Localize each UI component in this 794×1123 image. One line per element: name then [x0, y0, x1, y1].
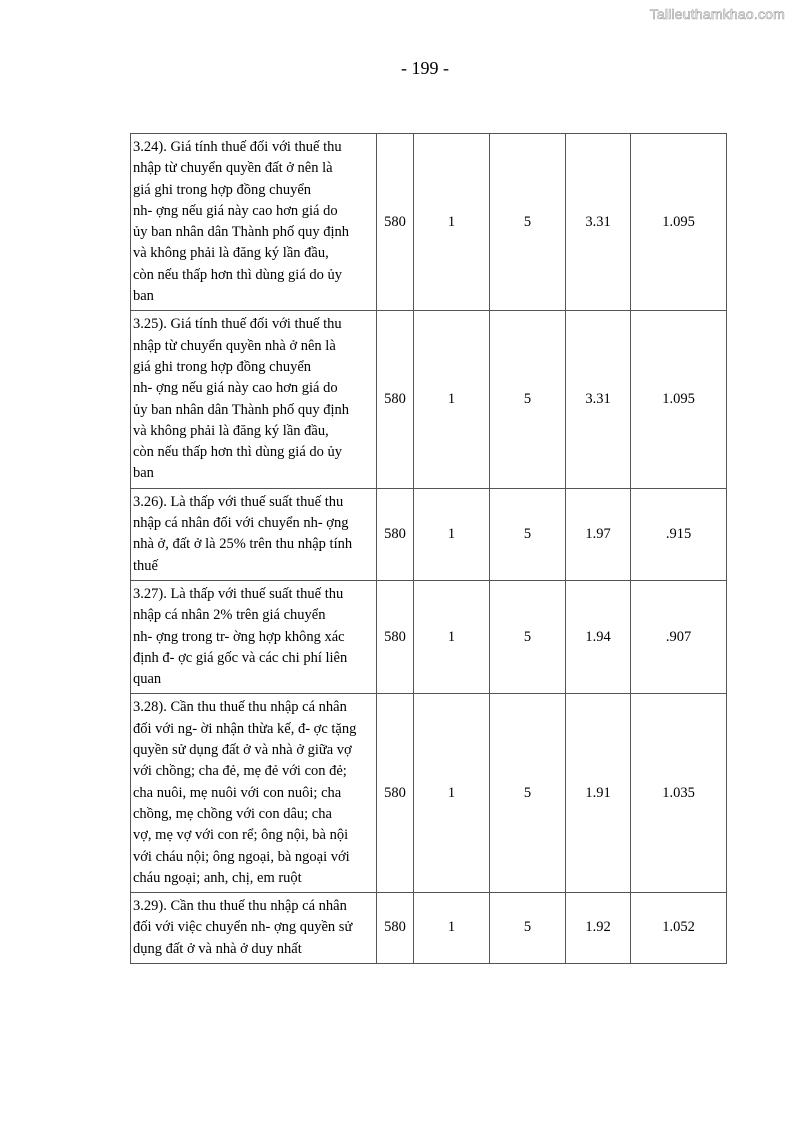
description-line: 3.29). Cần thu thuế thu nhập cá nhân [133, 898, 347, 915]
description-line: giá ghi trong hợp đồng chuyển [133, 358, 312, 375]
description-line: nh- ợng nếu giá này cao hơn giá do [133, 202, 338, 219]
description-line: quyền sử dụng đất ở và nhà ở giữa vợ [133, 742, 352, 759]
n-cell: 580 [377, 580, 414, 693]
std-dev-cell: 1.035 [631, 694, 727, 893]
description-line: thuế [133, 557, 158, 574]
item-description [131, 893, 377, 964]
description-line: dụng đất ở và nhà ở duy nhất [133, 940, 302, 957]
description-line: vợ, mẹ vợ với con rể; ông nội, bà nội [133, 827, 349, 844]
mean-cell: 3.31 [566, 134, 631, 311]
description-line: nhập từ chuyển quyền đất ở nên là [133, 160, 333, 177]
n-cell: 580 [377, 694, 414, 893]
item-description [131, 580, 377, 693]
n-cell: 580 [377, 134, 414, 311]
min-cell: 1 [414, 893, 490, 964]
item-description [131, 488, 377, 580]
n-cell: 580 [377, 893, 414, 964]
page-number: - 199 - [401, 58, 449, 78]
description-line: nhập cá nhân 2% trên giá chuyển [133, 607, 326, 624]
description-line: chồng, mẹ chồng với con dâu; cha [133, 805, 332, 822]
description-line: nhập cá nhân đối với chuyển nh- ợng [133, 515, 349, 532]
table-row [131, 311, 727, 488]
min-cell: 1 [414, 134, 490, 311]
std-dev-cell: .907 [631, 580, 727, 693]
table-row [131, 580, 727, 693]
max-cell: 5 [490, 893, 566, 964]
table-body [131, 134, 727, 964]
description-line: 3.24). Giá tính thuế đối với thuế thu [133, 139, 342, 155]
description-line: 3.27). Là thấp với thuế suất thuế thu [133, 585, 344, 602]
description-line: và không phải là đăng ký lần đầu, [133, 422, 329, 439]
description-line: nhập từ chuyển quyền nhà ở nên là [133, 337, 336, 354]
n-cell: 580 [377, 311, 414, 488]
statistics-table [130, 133, 727, 964]
mean-cell: 1.94 [566, 580, 631, 693]
description-line: và không phải là đăng ký lần đầu, [133, 245, 329, 262]
min-cell: 1 [414, 311, 490, 488]
table-row [131, 893, 727, 964]
description-line: nhà ở, đất ở là 25% trên thu nhập tính [133, 536, 353, 553]
n-cell: 580 [377, 488, 414, 580]
min-cell: 1 [414, 488, 490, 580]
description-line: giá ghi trong hợp đồng chuyển [133, 181, 312, 198]
mean-cell: 3.31 [566, 311, 631, 488]
table-row [131, 488, 727, 580]
description-line: cha nuôi, mẹ nuôi với con nuôi; cha [133, 784, 342, 801]
description-line: ban [133, 465, 154, 482]
description-line: với cháu nội; ông ngoại, bà ngoại với [133, 848, 350, 865]
std-dev-cell: 1.095 [631, 311, 727, 488]
description-line: đối với ng- ời nhận thừa kế, đ- ợc tặng [133, 720, 357, 737]
min-cell: 1 [414, 694, 490, 893]
description-line: ủy ban nhân dân Thành phố quy định [133, 224, 349, 241]
description-line: nh- ợng nếu giá này cao hơn giá do [133, 380, 338, 397]
mean-cell: 1.92 [566, 893, 631, 964]
std-dev-cell: .915 [631, 488, 727, 580]
max-cell: 5 [490, 580, 566, 693]
description-line: đối với việc chuyển nh- ợng quyền sử [133, 919, 353, 936]
description-line: cháu ngoại; anh, chị, em ruột [133, 869, 302, 886]
max-cell: 5 [490, 694, 566, 893]
max-cell: 5 [490, 134, 566, 311]
item-description [131, 134, 377, 311]
std-dev-cell: 1.095 [631, 134, 727, 311]
description-line: ban [133, 288, 154, 305]
mean-cell: 1.91 [566, 694, 631, 893]
description-line: còn nếu thấp hơn thì dùng giá do ủy [133, 266, 343, 283]
item-description [131, 311, 377, 488]
table-row [131, 134, 727, 311]
description-line: với chồng; cha đẻ, mẹ đẻ với con đẻ; [133, 763, 347, 780]
watermark: Tailieuthamkhao.com [649, 6, 785, 22]
max-cell: 5 [490, 488, 566, 580]
mean-cell: 1.97 [566, 488, 631, 580]
description-line: 3.25). Giá tính thuế đối với thuế thu [133, 316, 342, 333]
description-line: ủy ban nhân dân Thành phố quy định [133, 401, 349, 418]
description-line: còn nếu thấp hơn thì dùng giá do ủy [133, 444, 343, 461]
description-line: định đ- ợc giá gốc và các chi phí liên [133, 649, 348, 666]
max-cell: 5 [490, 311, 566, 488]
item-description [131, 694, 377, 893]
description-line: nh- ợng trong tr- ờng hợp không xác [133, 628, 345, 645]
description-line: quan [133, 671, 162, 688]
min-cell: 1 [414, 580, 490, 693]
std-dev-cell: 1.052 [631, 893, 727, 964]
description-line: 3.28). Cần thu thuế thu nhập cá nhân [133, 699, 347, 716]
table-row [131, 694, 727, 893]
description-line: 3.26). Là thấp với thuế suất thuế thu [133, 493, 344, 510]
